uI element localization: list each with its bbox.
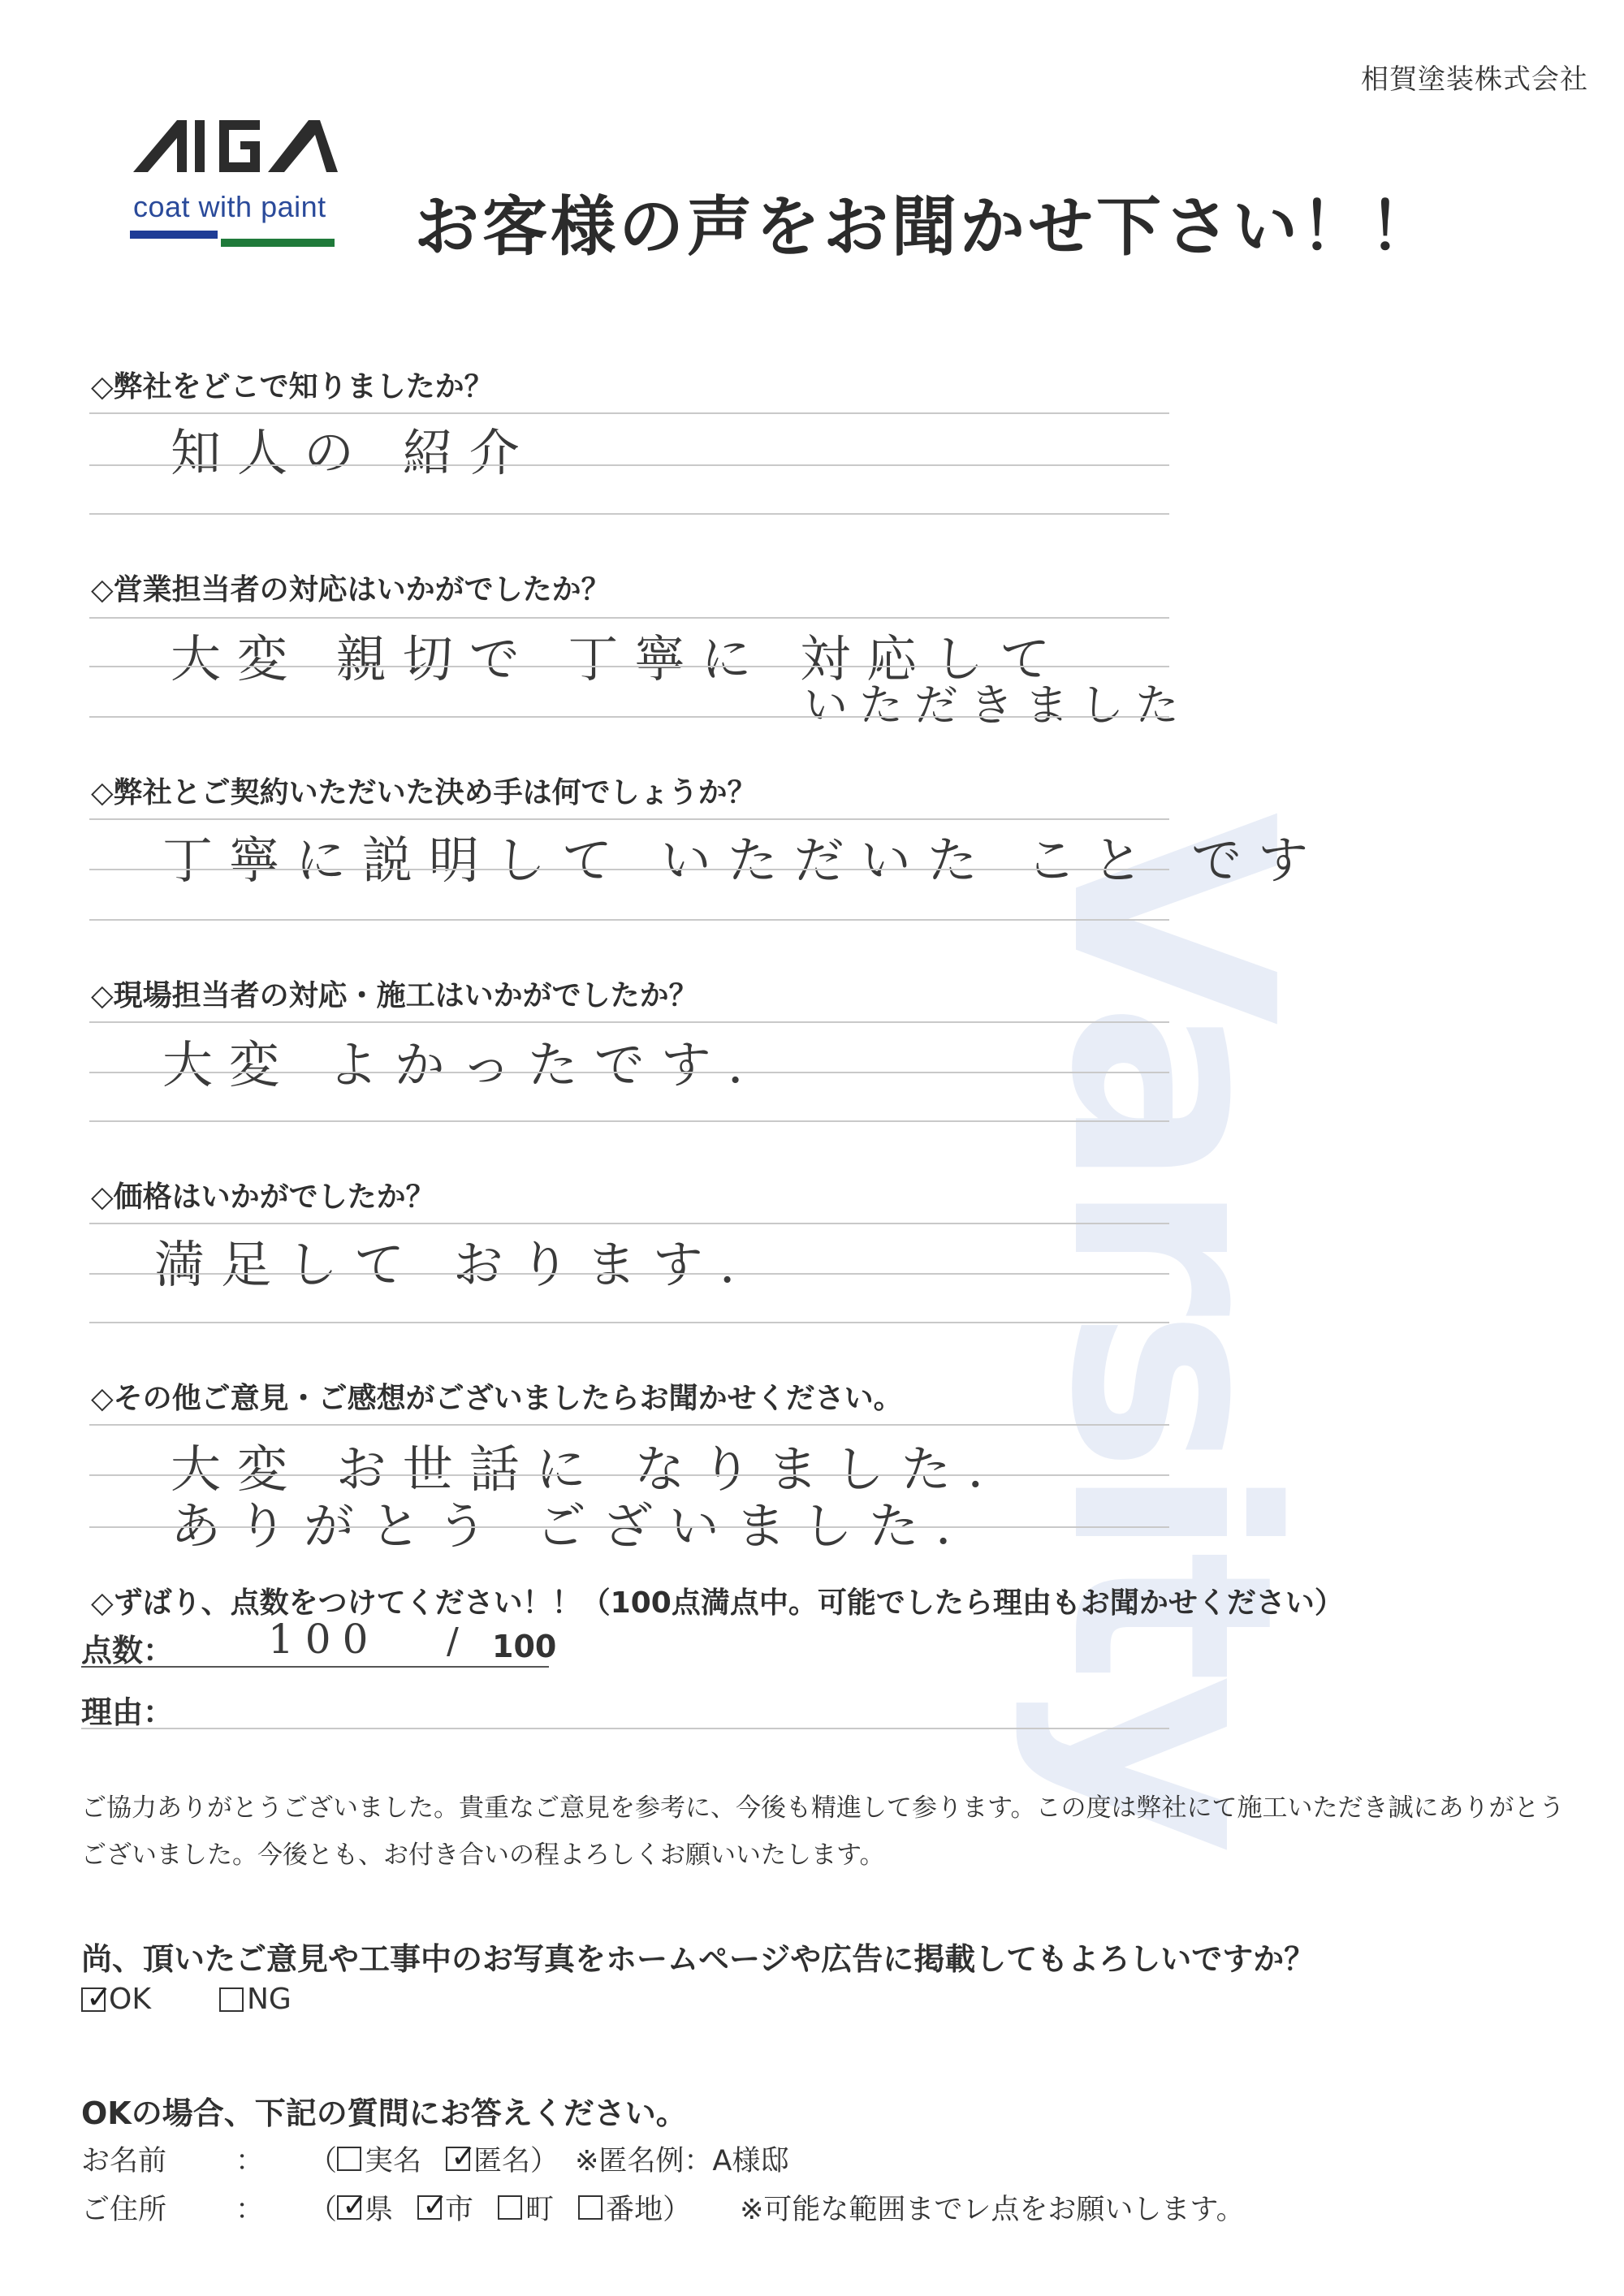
rule: [89, 513, 1169, 515]
question-6: ◇その他ご意見・ご感想がございましたらお聞かせください。: [91, 1382, 903, 1415]
address-row: [81, 2187, 1245, 2228]
paren-close: ）: [530, 2145, 559, 2177]
logo-bar-green: [221, 239, 335, 247]
address-option-city[interactable]: [417, 2187, 473, 2228]
rule: [89, 1526, 1169, 1528]
reason-label: 理由：: [81, 1694, 175, 1730]
address-colon: ：: [235, 2194, 265, 2226]
score-max: 100: [492, 1629, 557, 1664]
address-option-prefecture[interactable]: [337, 2187, 393, 2228]
answer-5: 満足して おります.: [154, 1235, 752, 1294]
logo-tagline: coat with paint: [133, 190, 326, 223]
rule: [89, 1322, 1169, 1323]
question-4: ◇現場担当者の対応・施工はいかがでしたか？: [91, 979, 698, 1012]
rule: [89, 1021, 1169, 1023]
question-2: ◇営業担当者の対応はいかがでしたか？: [91, 573, 611, 606]
question-5: ◇価格はいかがでしたか？: [91, 1180, 435, 1214]
address-note: ※可能な範囲までレ点をお願いします。: [740, 2194, 1245, 2226]
company-name: 相賀塗装株式会社: [1361, 63, 1588, 96]
checkbox-ng[interactable]: [219, 1987, 244, 2012]
name-colon: ：: [235, 2145, 265, 2177]
answer-3: 丁寧に説明して いただいた こと です: [162, 831, 1325, 890]
score-slash: /: [447, 1621, 459, 1662]
answer-1: 知人の 紹介: [171, 423, 536, 482]
publish-ok-option[interactable]: [81, 1979, 151, 2016]
address-option-label: 県: [365, 2194, 394, 2226]
publish-ng-option[interactable]: [219, 1983, 292, 2016]
checkbox-ok[interactable]: [81, 1979, 112, 2015]
name-note: ※匿名例：A様邸: [575, 2145, 789, 2177]
checkbox-prefecture[interactable]: [337, 2187, 368, 2223]
answer-2-line-2: いただきました: [804, 680, 1190, 731]
paren-close: ）: [663, 2194, 692, 2226]
rule: [89, 1273, 1169, 1275]
name-option-real[interactable]: [337, 2138, 421, 2179]
rule: [89, 1474, 1169, 1476]
check-icon: ✓: [422, 2187, 448, 2223]
paren-open: （: [309, 2145, 338, 2177]
score-value: 100: [268, 1616, 380, 1663]
reason-rule: [81, 1728, 1169, 1729]
checkbox-town[interactable]: [498, 2195, 522, 2220]
name-option-label: 実名: [365, 2145, 422, 2177]
name-option-anonymous[interactable]: [446, 2138, 530, 2179]
logo-bar-blue: [130, 231, 218, 239]
name-row: [81, 2138, 788, 2179]
checkbox-city[interactable]: [417, 2187, 448, 2223]
rule: [89, 869, 1169, 870]
rule: [89, 1424, 1169, 1426]
score-prompt: ◇ずばり、点数をつけてください！！（100点満点中。可能でしたら理由もお聞かせください）: [91, 1586, 1344, 1620]
checkbox-real-name[interactable]: [337, 2147, 361, 2171]
check-icon: ✓: [342, 2187, 368, 2223]
question-3: ◇弊社とご契約いただいた決め手は何でしょうか？: [91, 776, 757, 809]
checkbox-lot-number[interactable]: [578, 2195, 603, 2220]
name-option-label: 匿名: [473, 2145, 531, 2177]
check-icon: ✓: [451, 2138, 477, 2174]
page-title: お客様の声をお聞かせ下さい！！: [414, 189, 1437, 265]
answer-4: 大変 よかったです.: [162, 1035, 760, 1094]
ok-section-heading: OKの場合、下記の質問にお答えください。: [81, 2095, 687, 2131]
publish-ok-label: OK: [109, 1983, 151, 2016]
watermark: Varsity: [1010, 812, 1332, 1847]
logo-mark-icon: [130, 115, 341, 192]
address-option-lot[interactable]: [578, 2187, 663, 2228]
rule: [89, 716, 1169, 718]
address-option-label: 市: [445, 2194, 474, 2226]
rule: [89, 919, 1169, 921]
paren-open: （: [309, 2194, 338, 2226]
address-option-label: 番地: [606, 2194, 663, 2226]
question-1: ◇弊社をどこで知りましたか？: [91, 370, 494, 404]
address-option-town[interactable]: [498, 2187, 554, 2228]
company-logo: [130, 115, 341, 257]
check-icon: ✓: [86, 1979, 112, 2015]
address-option-label: 町: [525, 2194, 555, 2226]
publish-question: 尚、頂いたご意見や工事中のお写真をホームページや広告に掲載してもよろしいですか？: [81, 1941, 1315, 1977]
rule: [89, 1120, 1169, 1122]
rule: [89, 464, 1169, 466]
publish-ng-label: NG: [247, 1983, 292, 2016]
name-label: お名前: [81, 2145, 167, 2177]
answer-6-line-2: ありがとう ございました.: [171, 1496, 968, 1556]
score-label: 点数：: [81, 1633, 175, 1668]
rule: [89, 1072, 1169, 1073]
rule: [89, 666, 1169, 667]
checkbox-anonymous[interactable]: [446, 2138, 477, 2174]
answer-6-line-1: 大変 お世話に なりました.: [171, 1439, 1000, 1499]
answer-2-line-1: 大変 親切で 丁寧に 対応して: [171, 629, 1067, 688]
thanks-message: ご協力ありがとうございました。貴重なご意見を参考に、今後も精進して参ります。この度は弊社にて施工いただき誠にありがとうございました。今後とも、お付き合いの程よろしくお願いいたします。: [81, 1793, 1565, 1870]
address-label: ご住所: [81, 2194, 167, 2226]
